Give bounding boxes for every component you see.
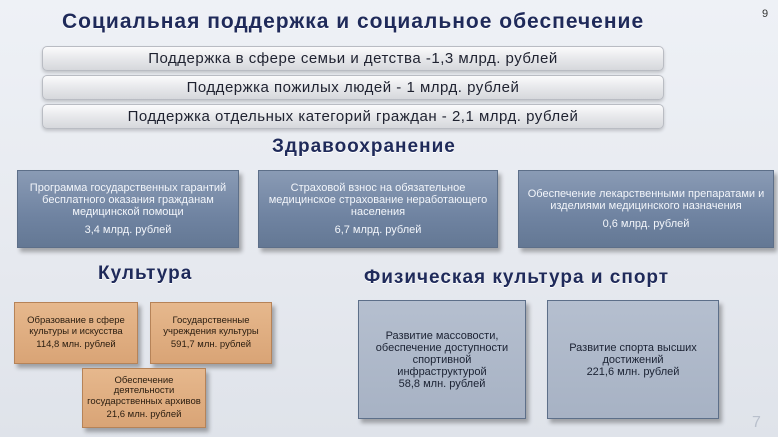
sport-box-mass (358, 300, 526, 419)
health-box-medicines (518, 170, 774, 248)
health-box-desc: Страховой взнос на обязательное медицинское страхование неработающего населения (268, 182, 488, 218)
health-box-desc: Программа государственных гарантий бесплатного оказания гражданам медицинской помощи (29, 182, 227, 218)
culture-box-amount: 21,6 млн. рублей (106, 409, 182, 421)
sport-heading: Физическая культура и спорт (364, 267, 670, 288)
culture-box-amount: 114,8 млн. рублей (36, 339, 116, 350)
culture-box-amount: 591,7 млн. рублей (170, 339, 252, 350)
sport-box-amount: 58,8 млн. рублей (398, 377, 486, 390)
culture-box-education (14, 302, 138, 364)
culture-box-desc: Государственные учреждения культуры (163, 315, 259, 337)
health-heading: Здравоохранение (272, 136, 456, 157)
culture-box-archives (82, 368, 206, 428)
page-number: 9 (762, 8, 769, 20)
health-box-amount: 3,4 млрд. рублей (84, 224, 172, 236)
sport-box-amount: 221,6 млн. рублей (586, 365, 680, 378)
health-box-guarantees (17, 170, 239, 248)
social-item-categories: Поддержка отдельных категорий граждан - 2,1 млрд. рублей (42, 104, 664, 129)
culture-heading: Культура (98, 263, 193, 284)
health-box-amount: 6,7 млрд. рублей (334, 224, 422, 236)
health-box-insurance (258, 170, 498, 248)
health-box-amount: 0,6 млрд. рублей (602, 218, 690, 230)
sport-box-desc: Развитие массовости, обеспечение доступности спортивной инфраструктурой (375, 329, 509, 378)
sport-box-elite (547, 300, 719, 419)
sport-box-desc: Развитие спорта высших достижений (569, 341, 697, 366)
slide-number: 7 (752, 414, 761, 431)
health-box-desc: Обеспечение лекарственными препаратами и изделиями медицинского назначения (527, 188, 765, 212)
culture-box-desc: Обеспечение деятельности государственных архивов (87, 374, 201, 407)
culture-box-institutions (150, 302, 272, 364)
social-heading: Социальная поддержка и социальное обеспечение (62, 10, 645, 33)
social-item-family: Поддержка в сфере семьи и детства -1,3 млрд. рублей (42, 46, 664, 71)
culture-box-desc: Образование в сфере культуры и искусства (27, 315, 125, 337)
social-item-elderly: Поддержка пожилых людей - 1 млрд. рублей (42, 75, 664, 100)
